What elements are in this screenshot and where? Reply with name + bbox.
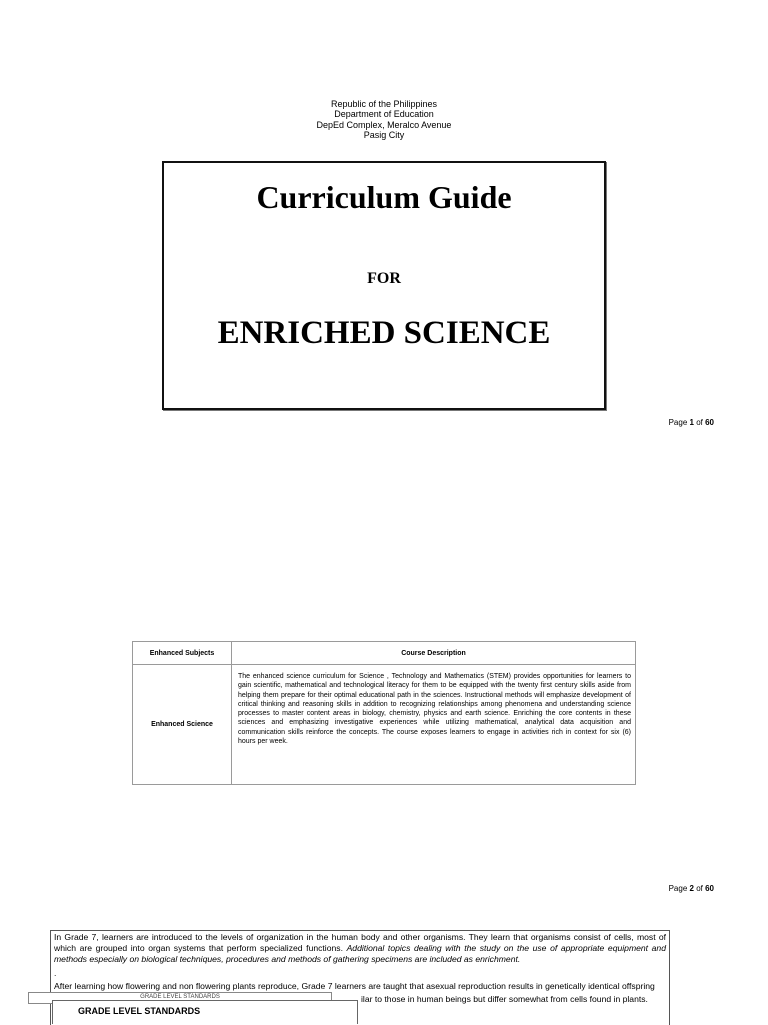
table-header-cell: Enhanced Subjects [133,642,232,665]
grade-level-standards-label: GRADE LEVEL STANDARDS [52,1000,358,1024]
page-num: 2 [689,884,694,893]
paragraph [51,931,669,967]
table-subject-cell: Enhanced Science [133,665,232,785]
page-label: Page [668,418,688,427]
cover-title: Curriculum Guide [256,179,512,215]
paragraph: After learning how flowering and non flowering plants reproduce, Grade 7 learners are taught that asexual reproduction results in genetically identical offspring [54,980,655,991]
cover-title-box [162,161,606,410]
page-num: 1 [689,418,694,427]
letterhead [0,99,768,140]
page-total: 60 [705,884,714,893]
page-number-1 [669,418,714,427]
grade-level-standards-back-label: GRADE LEVEL STANDARDS [28,992,332,1004]
table-row [133,665,636,785]
course-description-table [132,641,636,785]
page-number-2 [669,884,714,893]
letterhead-line: Department of Education [334,109,434,120]
cover-for: FOR [367,270,401,287]
letterhead-line: Pasig City [363,129,405,140]
cover-subject: ENRICHED SCIENCE [217,315,551,351]
paragraph-italic: Additional topics dealing with the study on the use of appropriate equipment and methods especially on biological techniques, procedures and methods of gathering specimens are included as enrichment. [54,943,666,965]
paragraph: ilar to those in human beings but differ somewhat from cells found in plants. [361,994,648,1005]
page-of: of [696,884,703,893]
page-label: Page [668,884,688,893]
letterhead-line: Republic of the Philippines [330,99,438,109]
paragraph-text: In Grade 7, learners are introduced to the levels of organization in the human body and other organisms. They learn that organisms consist of cells, most of which are grouped into organ systems that perform specialized functions. [54,932,666,954]
page-total: 60 [705,418,714,427]
table-header-row [133,642,636,665]
paragraph-dot: . [54,967,57,978]
page-of: of [696,418,703,427]
table-header-cell: Course Description [232,642,636,665]
letterhead-line: DepEd Complex, Meralco Avenue [316,119,452,130]
table-description-cell: The enhanced science curriculum for Science , Technology and Mathematics (STEM) provides opportunities for learners to gain scientific, mathematical and technological literacy for them to be equipped with the twenty first century skills aside from helping them prepare for their optimal educational path in the sciences. Instructional methods will emphasize development of critical thinking and reasoning skills in addition to recognizing relationships among phenomena and understanding science processes to master content areas in biology, chemistry, physics and earth science. Enriching the core contents in these sciences and emphasizing investigative experiences while utilizing mathematical, analytical data acquisition and communication skills reinforce the concepts. The course exposes learners to engage in activities rich in context for six (6) hours per week. [232,665,636,785]
